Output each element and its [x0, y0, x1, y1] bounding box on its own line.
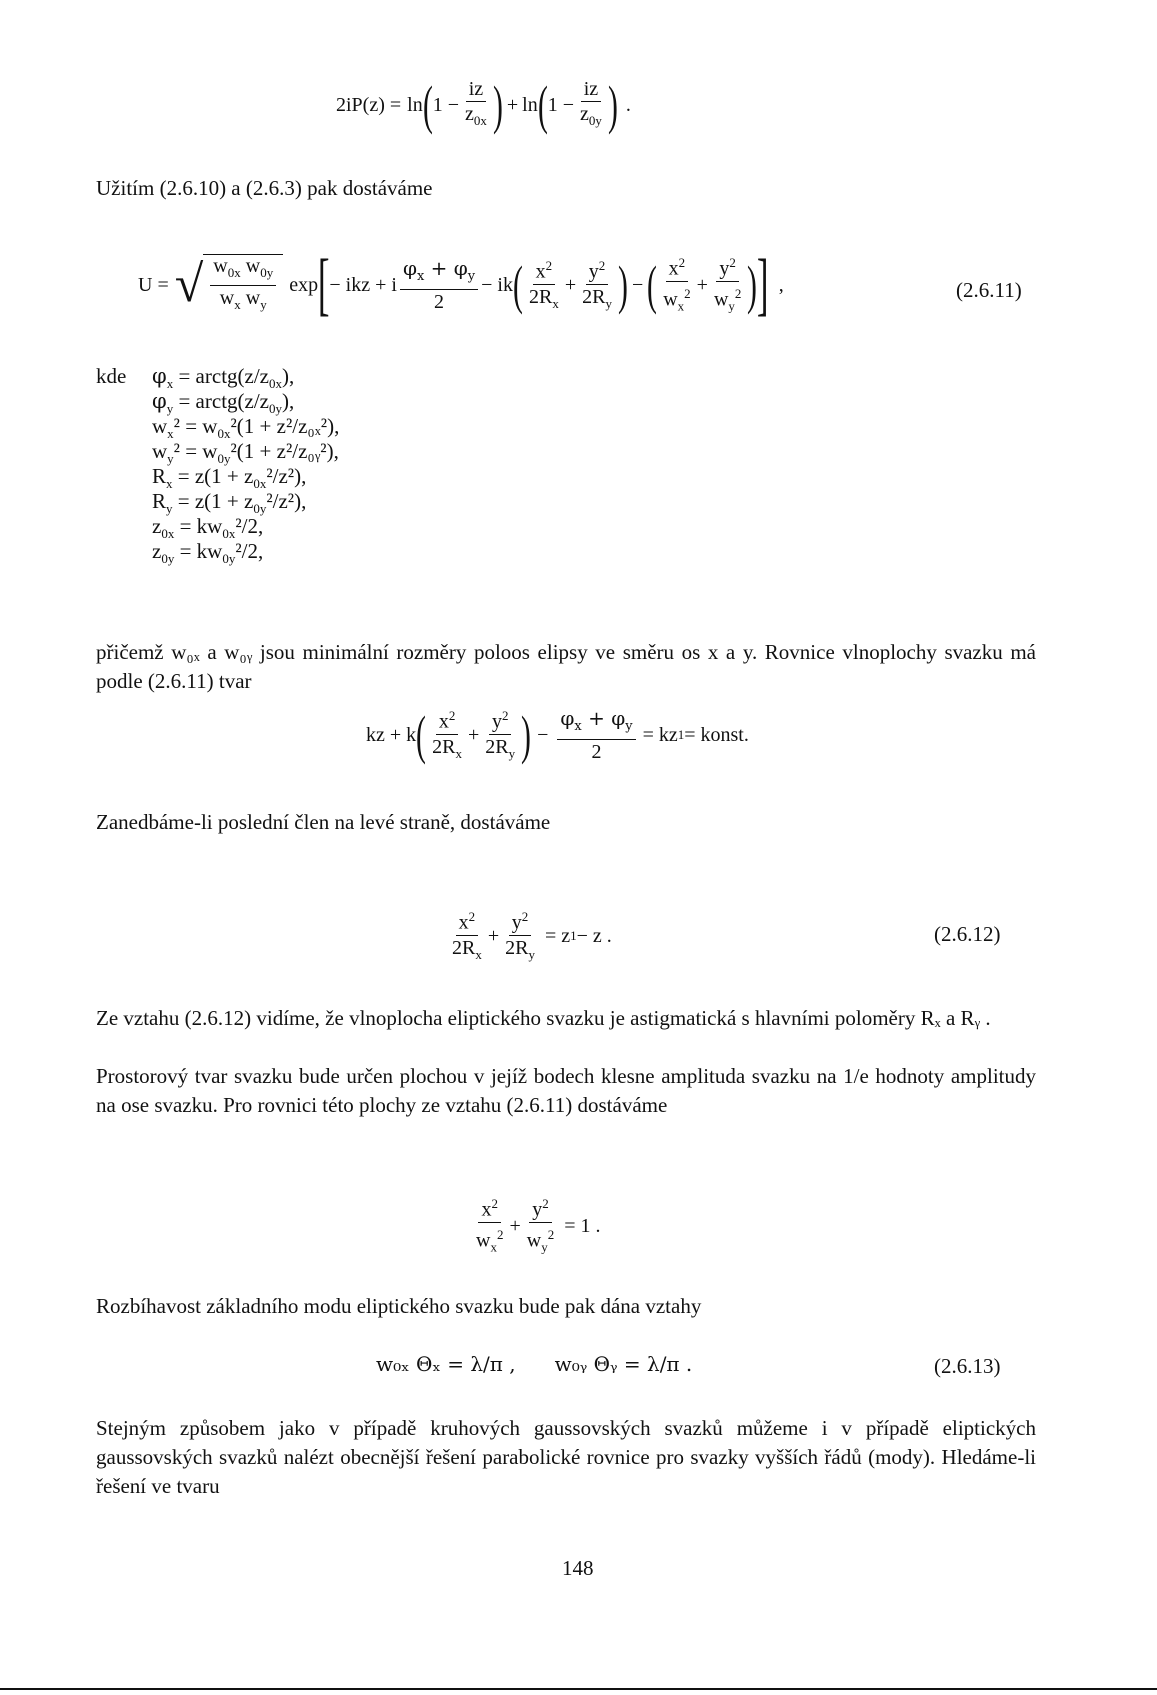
def-end: ²(1 + z²/z₀ᵧ²), [230, 439, 339, 463]
paren-close: ) [607, 75, 618, 135]
sqrt-radicand [203, 254, 283, 316]
frac-den: $2R_y$ [582, 285, 612, 311]
sqrt-num-w1: w [213, 255, 228, 277]
twoR: 2R [485, 735, 509, 758]
def-var-sub: y [166, 501, 173, 517]
bracket-open: [ [317, 246, 330, 323]
phi-x: φ [402, 256, 417, 280]
def-mid: ² = w [173, 439, 218, 463]
eq-2611-exp: exp [289, 273, 319, 296]
def-mid-sub: 0x [217, 426, 231, 442]
frac-num: $x^2$ [436, 705, 459, 735]
definition-row [96, 364, 295, 392]
definition-row [96, 489, 307, 517]
equation-ellipse [470, 1186, 600, 1266]
frac-den: $2R_y$ [505, 936, 535, 962]
def-mid: ² = w [173, 414, 218, 438]
paren-close: ) [747, 255, 758, 315]
frac-num: $x^2$ [478, 1193, 501, 1223]
def-mid-sub: 0y [217, 451, 231, 467]
eq-wave-rhs: = kz [642, 723, 678, 746]
fraction-phi [400, 257, 478, 313]
text-uzitim: Užitím (2.6.10) a (2.6.3) pak dostáváme [96, 176, 433, 200]
fraction-y2-2Ry [482, 705, 518, 765]
paren-open: ( [416, 705, 427, 765]
eq-2612-plus: + [487, 924, 500, 947]
twoR: 2R [452, 936, 476, 959]
def-mid-sub: 0x [222, 526, 236, 542]
fraction-y2-2Ry [502, 906, 538, 966]
def-var: R [152, 464, 167, 488]
frac-num: $y^2$ [489, 705, 512, 735]
equation-number-2-6-12: (2.6.12) [934, 922, 1001, 946]
eq-2611-minus-ik: − ik [481, 273, 513, 296]
def-end: ), [282, 389, 295, 413]
def-var: z [152, 514, 162, 538]
frac-num: iz [581, 78, 601, 102]
def-mid: = arctg(z/z [173, 364, 270, 388]
eq-top-plus: + [506, 93, 519, 116]
frac-den [577, 102, 605, 132]
frac-num: $y^2$ [586, 255, 609, 285]
def-var: w [152, 414, 168, 438]
frac-num: $x^2$ [666, 252, 689, 282]
fraction-iz-z0x [462, 78, 490, 132]
twoR: 2R [432, 735, 456, 758]
eq-top-ln1: ln [407, 93, 423, 116]
w-var: w [476, 1229, 491, 1252]
eq-ell-plus: + [509, 1214, 521, 1237]
eq-wave-minus: − [537, 723, 549, 746]
frac-den-var: z [579, 103, 589, 125]
def-mid: = arctg(z/z [173, 389, 270, 413]
def-mid: = kw [174, 514, 223, 538]
frac-den: $w_x^2$ [476, 1227, 504, 1255]
phi-y-sub: y [467, 269, 476, 284]
paren-open: ( [513, 255, 523, 315]
phi-x-sub: x [416, 269, 425, 284]
frac-num: $y^2$ [716, 252, 739, 282]
definition-row [96, 389, 295, 417]
def-mid: = kw [174, 539, 223, 563]
def-mid-sub: 0x [269, 376, 283, 392]
def-end: ), [282, 364, 295, 388]
twoR: 2R [528, 285, 553, 308]
x-var: x [668, 258, 679, 280]
w-var: w [663, 288, 678, 311]
paragraph-prostorovy: Prostorový tvar svazku bude určen plochou v jejíž bodech klesne amplituda svazku na 1/e hodnoty amplitudy na ose svazku. Pro rovnici této plochy ze vztahu (2.6.11) dostáváme [96, 1064, 1036, 1117]
page-number: 148 [562, 1556, 594, 1580]
eq-2611-plus: + [564, 273, 577, 296]
frac-num: $y^2$ [529, 1193, 552, 1223]
sqrt-den-w1: w [219, 287, 235, 309]
def-var-sub: x [166, 376, 174, 392]
equation-2-6-12 [446, 896, 612, 976]
eq-2611-plus2: + [696, 273, 708, 296]
w-var: w [713, 288, 729, 311]
frac-num: $y^2$ [509, 906, 532, 936]
frac-den [462, 102, 490, 132]
definition-row [96, 439, 339, 467]
def-var-sub: 0y [161, 551, 175, 567]
frac-den-sub: 0y [588, 113, 602, 128]
x-var: x [535, 260, 546, 283]
definition-row [96, 514, 264, 542]
frac-den: $w_y^2$ [526, 1227, 555, 1255]
eq-wave-rhs-sub: 1 [677, 727, 685, 742]
sqrt-den-w2: w [245, 287, 261, 309]
eq-2611-comma: , [778, 273, 784, 296]
x-var: x [438, 710, 449, 733]
eq-2611-minus: − [631, 273, 644, 296]
paren-close: ) [617, 255, 628, 315]
frac-den: $2R_x$ [452, 936, 482, 962]
paren-open: ( [422, 75, 433, 135]
phi-x: φ [560, 706, 575, 730]
def-end: ²/2, [235, 514, 264, 538]
def-end: ²/2, [235, 539, 264, 563]
paragraph-stejnym: Stejným způsobem jako v případě kruhových gaussovských svazků můžeme i v případě eliptických gaussovských svazků nalézt obecnější řešení parabolické rovnice pro svazky vyšších řádů (mody). Hledáme-li řešení ve tvaru [96, 1416, 1036, 1498]
eq-2611-lhs: U = [138, 273, 169, 296]
frac-den: $2R_y$ [485, 735, 516, 761]
fraction-x2-2Rx [429, 705, 465, 765]
fraction-x2-wx2 [660, 252, 693, 317]
twoR: 2R [505, 936, 529, 959]
frac-den: $2R_x$ [432, 735, 462, 761]
eq-2612-rhs: = z [544, 924, 571, 947]
sqrt-num-w2: w [245, 255, 261, 277]
fraction-y2-wy2 [711, 252, 744, 317]
eq-top-one-minus-2: 1 − [547, 93, 574, 116]
eq-2612-rhs-sub: 1 [570, 928, 577, 943]
phi-plus: + φ [430, 256, 468, 280]
phi-num: $\varphi_x + \varphi_y$ [557, 707, 635, 740]
frac-den-sub: 0x [473, 113, 487, 128]
y-var: y [491, 710, 502, 733]
definition-row [96, 539, 264, 567]
definition-expr [152, 539, 263, 571]
equation-number-2-6-11: (2.6.11) [956, 278, 1022, 302]
fraction-phi [557, 707, 635, 763]
fraction-y2-wy2 [524, 1193, 557, 1258]
sqrt-fraction [210, 255, 276, 316]
def-end: ²(1 + z²/z₀ₓ²), [230, 414, 340, 438]
y-var: y [719, 258, 730, 280]
def-var-sub: x [167, 426, 174, 442]
fraction-iz-z0y [577, 78, 605, 132]
fraction-x2-2Rx [526, 255, 562, 315]
def-var-sub: y [167, 451, 174, 467]
frac-den-var: z [464, 103, 474, 125]
twoR: 2R [582, 285, 606, 308]
equation-wavefront [366, 690, 749, 780]
def-var-sub: y [166, 401, 174, 417]
y-var: y [588, 260, 599, 283]
frac-num: iz [466, 78, 486, 102]
phi-den: 2 [591, 741, 602, 763]
y-var: y [532, 1199, 543, 1221]
sqrt-num-sub1: 0x [227, 265, 241, 280]
def-end: ²/z²), [266, 464, 307, 488]
equation-2-6-11 [138, 230, 784, 340]
eq-wave-rhs-end: = konst. [684, 723, 749, 746]
sqrt-den-sub2: y [260, 297, 267, 312]
eq-top-end: . [625, 93, 631, 116]
eq-top-lhs: 2iP(z) = [336, 93, 402, 116]
def-mid: = z(1 + z [172, 489, 254, 513]
phi-num [400, 257, 478, 290]
sqrt-sign: √ [174, 256, 204, 313]
frac-den: $2R_x$ [528, 285, 559, 311]
frac-den: $w_x^2$ [663, 286, 691, 314]
eq-top-one-minus-1: 1 − [432, 93, 459, 116]
sqrt-term [175, 254, 283, 316]
eq-wave-lhs: kz + k [366, 723, 417, 746]
def-var: φ [152, 389, 167, 413]
equation-number-2-6-13: (2.6.13) [934, 1354, 1001, 1378]
bottom-edge-rule [0, 1688, 1157, 1690]
sqrt-den [217, 286, 270, 316]
phi-den: 2 [434, 291, 445, 313]
eq-ell-rhs: = 1 . [564, 1214, 601, 1237]
def-var: φ [152, 364, 167, 388]
equation-2-6-13 [376, 1352, 692, 1377]
definition-row [96, 464, 307, 492]
phi-plus: + φ [588, 706, 626, 730]
def-var: R [152, 489, 167, 513]
fraction-y2-2Ry [579, 255, 615, 315]
def-mid: = z(1 + z [172, 464, 254, 488]
def-var-sub: 0x [161, 526, 175, 542]
paragraph-pricemz: přičemž w₀ₓ a w₀ᵧ jsou minimální rozměry poloos elipsy ve směru os x a y. Rovnice vlnoplochy svazku má podle (2.6.11) tvar [96, 640, 1036, 693]
eq-wave-plus: + [467, 723, 480, 746]
def-end: ²/z²), [266, 489, 307, 513]
definitions-list [96, 364, 340, 567]
text-zanedbame: Zanedbáme-li poslední člen na levé straně, dostáváme [96, 810, 551, 834]
def-var: z [152, 539, 162, 563]
frac-num: $x^2$ [456, 906, 479, 936]
sqrt-num [210, 255, 276, 286]
text-rozbihavost: Rozbíhavost základního modu eliptického svazku bude pak dána vztahy [96, 1294, 702, 1318]
definition-row [96, 414, 340, 442]
paren-close: ) [521, 705, 532, 765]
definition-kde: kde [96, 364, 127, 388]
eq-2613-part2: w₀ᵧ Θᵧ = λ/π . [554, 1352, 693, 1376]
paren-open: ( [647, 255, 658, 315]
frac-num: $x^2$ [533, 255, 556, 285]
def-mid-sub: 0x [253, 476, 267, 492]
eq-top-ln2: ln [522, 93, 538, 116]
paren-close: ) [492, 75, 503, 135]
fraction-x2-wx2 [473, 1193, 506, 1258]
def-mid-sub: 0y [222, 551, 236, 567]
x-var: x [458, 911, 469, 934]
def-var: w [152, 439, 168, 463]
def-mid-sub: 0y [269, 401, 283, 417]
eq-2611-minus-ikz: − ikz + i [329, 273, 397, 296]
sqrt-den-sub1: x [234, 297, 241, 312]
x-var: x [481, 1199, 492, 1221]
equation-top [336, 60, 631, 150]
fraction-x2-2Rx [449, 906, 485, 966]
def-mid-sub: 0y [253, 501, 267, 517]
bracket-close: ] [757, 246, 769, 323]
eq-2612-rhs-end: − z . [576, 924, 612, 947]
w-var: w [526, 1229, 542, 1252]
def-var-sub: x [166, 476, 173, 492]
sqrt-num-sub2: 0y [260, 265, 274, 280]
y-var: y [511, 911, 522, 934]
eq-2613-part1: w₀ₓ Θₓ = λ/π , [376, 1352, 516, 1376]
paren-open: ( [537, 75, 548, 135]
frac-den: $w_y^2$ [713, 286, 742, 314]
paragraph-ze-vztahu: Ze vztahu (2.6.12) vidíme, že vlnoplocha eliptického svazku je astigmatická s hlavními poloměry Rₓ a Rᵧ . [96, 1006, 991, 1030]
